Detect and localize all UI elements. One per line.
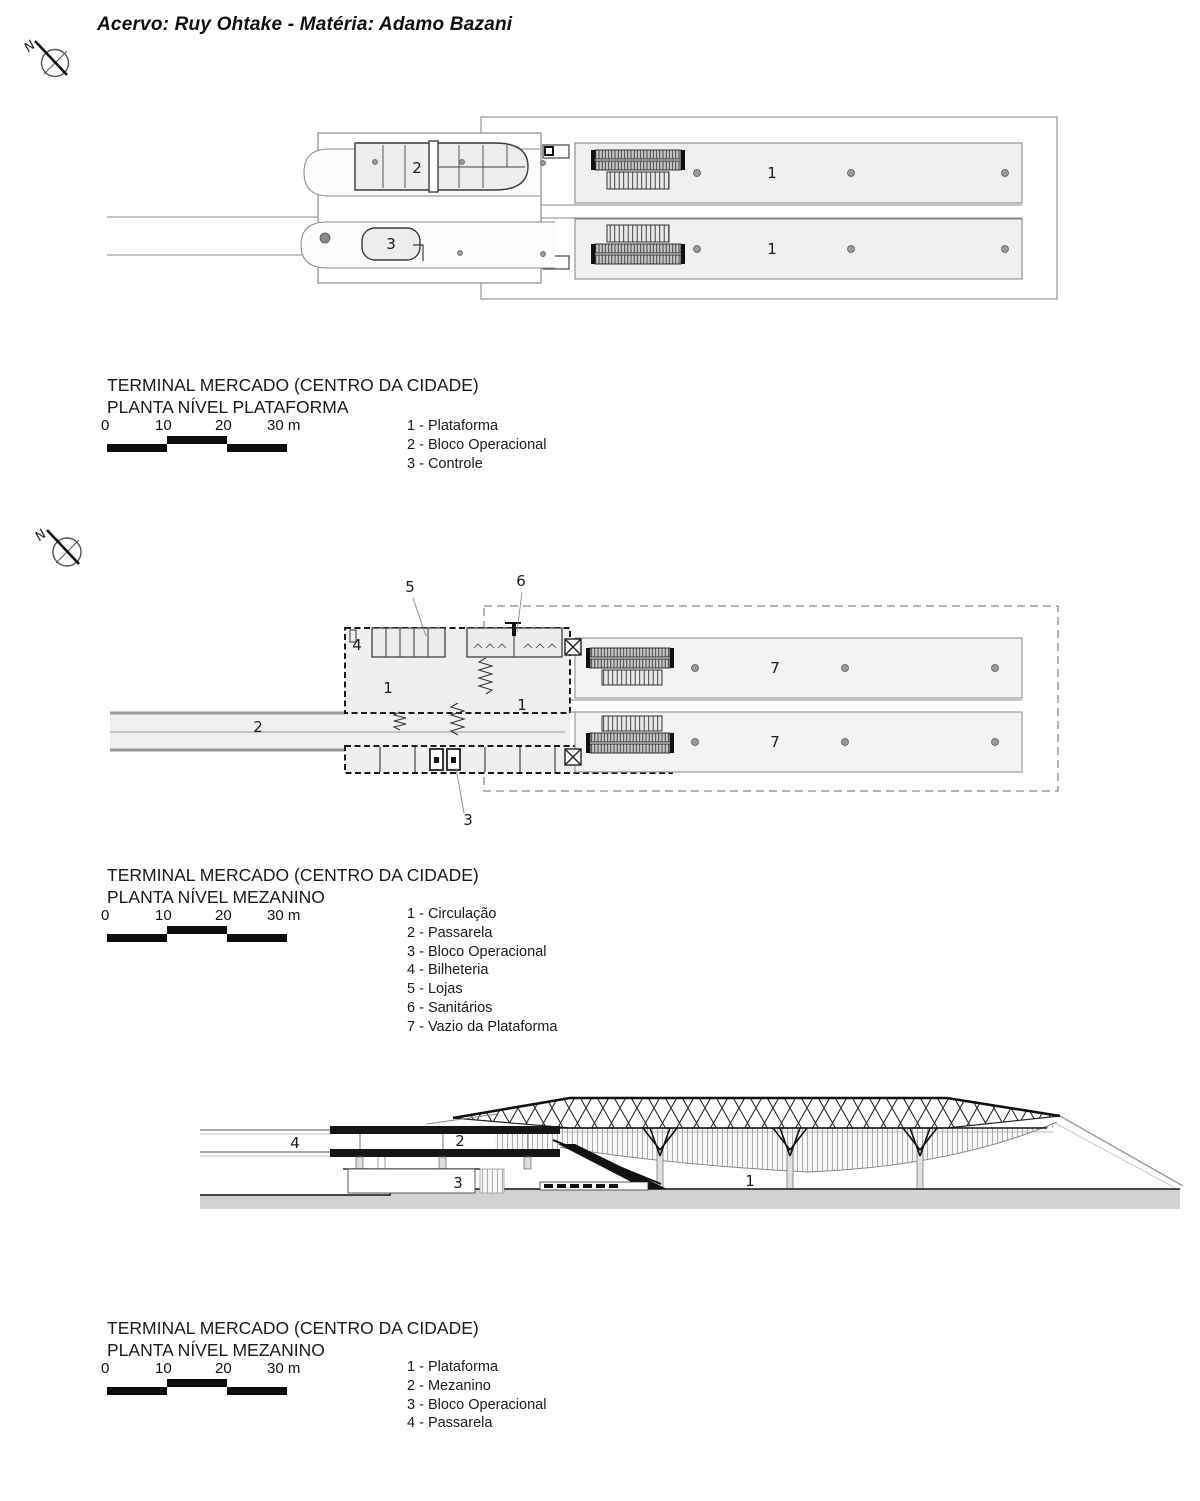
ground <box>200 1189 1180 1209</box>
north-label: N <box>32 527 50 545</box>
label-controle: 3 <box>386 235 396 253</box>
drawing-subtitle: PLANTA NÍVEL MEZANINO <box>107 886 325 907</box>
legend-item: 6 - Sanitários <box>407 999 493 1016</box>
scale-tick: 20 <box>215 907 232 924</box>
legend-item: 3 - Controle <box>407 455 483 472</box>
legend-item: 4 - Passarela <box>407 1415 493 1432</box>
legend-item: 2 - Bloco Operacional <box>407 436 547 453</box>
legend-item: 5 - Lojas <box>407 981 463 998</box>
legend-item: 1 - Circulação <box>407 906 497 922</box>
scale-tick: 30 m <box>267 1360 301 1377</box>
scale-tick: 30 m <box>267 907 301 924</box>
scale-segment <box>107 1387 167 1395</box>
mezzanine-slab <box>330 1149 560 1157</box>
drawing-subtitle: PLANTA NÍVEL PLATAFORMA <box>107 396 349 417</box>
legend-item: 3 - Bloco Operacional <box>407 1396 547 1413</box>
label-passarela: 4 <box>290 1134 300 1152</box>
scale-segment <box>227 1387 287 1395</box>
lojas-row <box>372 628 445 657</box>
scale-tick: 0 <box>101 907 110 924</box>
scale-segment <box>167 436 227 444</box>
legend-item: 1 - Plataforma <box>407 1359 499 1375</box>
label-plataforma: 1 <box>745 1172 755 1190</box>
label-mezanino: 2 <box>455 1132 465 1150</box>
scale-segment <box>167 926 227 934</box>
north-arrow-icon <box>33 527 81 566</box>
label-plataforma-upper: 1 <box>767 164 777 182</box>
legend-item: 4 - Bilheteria <box>407 962 489 979</box>
label-vazio-lower: 7 <box>770 733 780 751</box>
north-label: N <box>22 38 39 56</box>
label-passarela: 2 <box>253 718 263 736</box>
legend-1 <box>407 417 546 473</box>
label-circulacao-left: 1 <box>383 679 393 697</box>
label-circulacao-center: 1 <box>517 696 527 714</box>
drawing-title: TERMINAL MERCADO (CENTRO DA CIDADE) <box>107 865 479 885</box>
label-lojas: 5 <box>405 578 415 596</box>
label-bloco-operacional: 3 <box>453 1174 463 1192</box>
label-bloco-operacional: 2 <box>412 159 422 177</box>
scale-tick: 10 <box>155 417 172 434</box>
scale-bar-2 <box>100 907 310 945</box>
credit-text: Acervo: Ruy Ohtake - Matéria: Adamo Bazani <box>97 14 513 35</box>
scale-segment <box>167 1379 227 1387</box>
scale-segment <box>107 444 167 452</box>
plan-mezanino-drawing <box>30 520 1080 840</box>
label-sanitarios: 6 <box>516 572 526 590</box>
scale-segment <box>107 934 167 942</box>
plan-plataforma-drawing <box>95 105 1070 310</box>
legend-item: 3 - Bloco Operacional <box>407 943 547 960</box>
drawing-title: TERMINAL MERCADO (CENTRO DA CIDADE) <box>107 1318 479 1338</box>
scale-segment <box>227 444 287 452</box>
legend-item: 1 - Plataforma <box>407 418 499 434</box>
bus-bay-lower <box>301 222 555 268</box>
scale-tick: 0 <box>101 1360 110 1377</box>
scale-tick: 10 <box>155 1360 172 1377</box>
legend-item: 2 - Passarela <box>407 924 493 941</box>
label-vazio-upper: 7 <box>770 659 780 677</box>
drawing-subtitle: PLANTA NÍVEL MEZANINO <box>107 1339 325 1360</box>
scale-bar-3 <box>100 1360 310 1398</box>
label-plataforma-lower: 1 <box>767 240 777 258</box>
drawing-title: TERMINAL MERCADO (CENTRO DA CIDADE) <box>107 375 479 395</box>
title-block-3 <box>107 1318 479 1361</box>
scale-tick: 10 <box>155 907 172 924</box>
scale-segment <box>227 934 287 942</box>
scale-tick: 20 <box>215 417 232 434</box>
legend-2 <box>407 905 557 1037</box>
scale-tick: 20 <box>215 1360 232 1377</box>
scale-bar-1 <box>100 417 310 455</box>
title-block-1 <box>107 375 479 418</box>
scale-tick: 30 m <box>267 417 301 434</box>
label-bloco-operacional: 3 <box>463 811 473 829</box>
legend-item: 2 - Mezanino <box>407 1377 491 1394</box>
section-drawing <box>195 1078 1190 1213</box>
bloco-operacional-plan <box>355 143 528 190</box>
canopy-slab <box>330 1126 560 1134</box>
label-bilheteria: 4 <box>352 636 362 654</box>
legend-3 <box>407 1358 546 1433</box>
legend-item: 7 - Vazio da Plataforma <box>407 1018 558 1035</box>
title-block-2 <box>107 865 479 908</box>
scale-tick: 0 <box>101 417 110 434</box>
north-arrow-icon <box>22 34 82 88</box>
